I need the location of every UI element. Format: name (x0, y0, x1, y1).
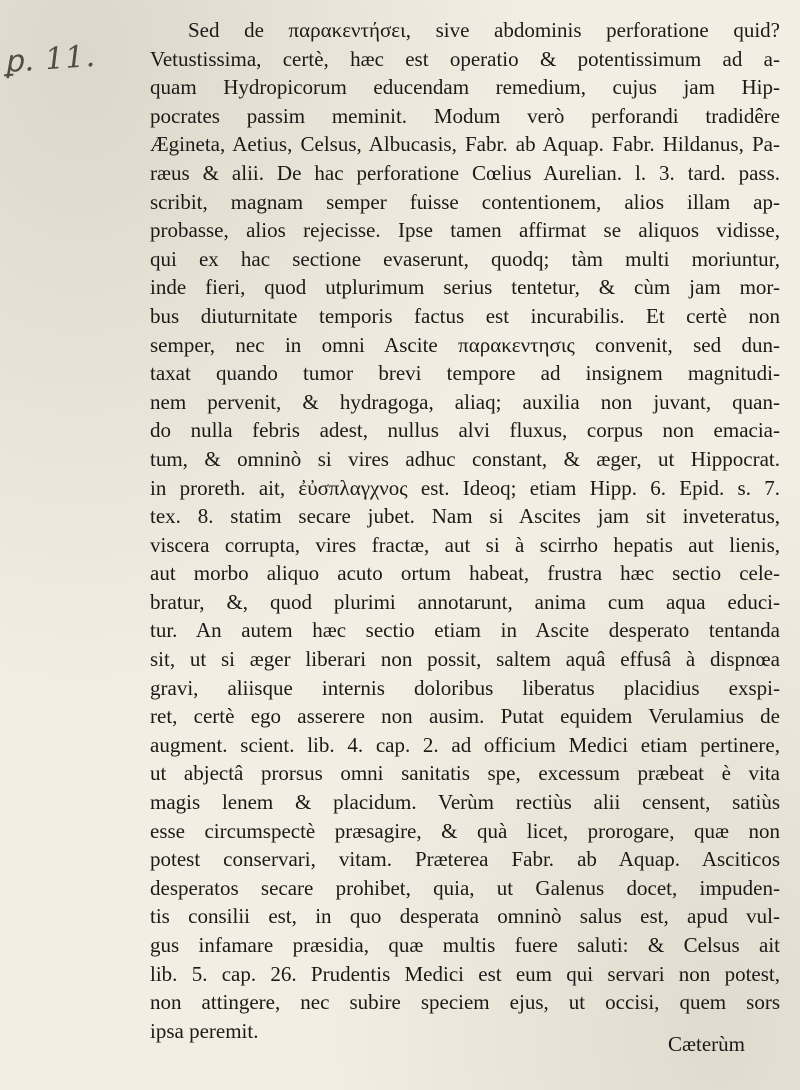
text-line: taxat quando tumor brevi tempore ad insignem magnitudi- (150, 361, 780, 386)
text-line: bratur, &, quod plurimi annotarunt, anima cum aqua educi- (150, 589, 780, 614)
text-line: bus diuturnitate temporis factus est incurabilis. Et certè non (150, 303, 780, 328)
text-line: Sed de παρακεντήσει, sive abdominis perforatione quid? (188, 18, 780, 42)
text-line: lib. 5. cap. 26. Prudentis Medici est eum qui servari non potest, (150, 961, 780, 986)
body-text (150, 16, 780, 1045)
text-line: esse circumspectè præsagire, & quà licet, prorogare, quæ non (150, 818, 780, 843)
text-line: tur. An autem hæc sectio etiam in Ascite desperato tentanda (150, 618, 780, 643)
text-line: non attingere, nec subire speciem ejus, ut occisi, quem sors (150, 990, 780, 1015)
margin-annotation: ꝑ. 11. (2, 38, 97, 81)
text-line: potest conservari, vitam. Præterea Fabr. ab Aquap. Asciticos (150, 847, 780, 872)
text-line: desperatos secare prohibet, quia, ut Galenus docet, impuden- (150, 875, 780, 900)
text-line: qui ex hac sectione evaserunt, quodq; tàm multi moriuntur, (150, 246, 780, 271)
text-line: inde fieri, quod utplurimum serius tentetur, & cùm jam mor- (150, 275, 780, 300)
text-line: tex. 8. statim secare jubet. Nam si Ascites jam sit inveteratus, (150, 504, 780, 529)
text-line: augment. scient. lib. 4. cap. 2. ad officium Medici etiam pertinere, (150, 732, 780, 757)
text-line: tum, & omninò si vires adhuc constant, & æger, ut Hippocrat. (150, 446, 780, 471)
text-line: ret, certè ego asserere non ausim. Putat equidem Verulamius de (150, 704, 780, 729)
text-line: Ægineta, Aetius, Celsus, Albucasis, Fabr. ab Aquap. Fabr. Hildanus, Pa- (150, 132, 780, 157)
text-line: nem pervenit, & hydragoga, aliaq; auxilia non juvant, quan- (150, 389, 780, 414)
text-line: gus infamare præsidia, quæ multis fuere saluti: & Celsus ait (150, 933, 780, 957)
text-line: pocrates passim meminit. Modum verò perforandi tradidêre (150, 103, 780, 128)
text-line: viscera corrupta, vires fractæ, aut si à scirrho hepatis aut lienis, (150, 532, 780, 557)
text-line: quam Hydropicorum educendam remedium, cujus jam Hip- (150, 75, 780, 100)
text-line: ut abjectâ prorsus omni sanitatis spe, excessum præbeat è vita (150, 761, 780, 786)
text-line: Vetustissima, certè, hæc est operatio & potentissimum ad a- (150, 46, 780, 71)
text-line: ræus & alii. De hac perforatione Cœlius Aurelian. l. 3. tard. pass. (150, 160, 780, 185)
text-line: ipsa peremit. (150, 1018, 259, 1043)
text-line: sit, ut si æger liberari non possit, saltem aquâ effusâ à dispnœa (150, 647, 780, 672)
text-line: gravi, aliisque internis doloribus liberatus placidius exspi- (150, 675, 780, 700)
text-line: scribit, magnam semper fuisse contentionem, alios illam ap- (150, 189, 780, 214)
text-line: do nulla febris adest, nullus alvi fluxus, corpus non emacia- (150, 418, 780, 443)
catchword: Cæterùm (668, 1032, 745, 1056)
text-line: in proreth. ait, ἐὐσπλαγχνος est. Ideoq; etiam Hipp. 6. Epid. s. 7. (150, 475, 780, 500)
text-line: aut morbo aliquo acuto ortum habeat, frustra hæc sectio cele- (150, 561, 780, 586)
text-line: probasse, alios rejecisse. Ipse tamen affirmat se aliquos vidisse, (150, 218, 780, 243)
text-line: tis consilii est, in quo desperata omninò salus est, apud vul- (150, 904, 780, 929)
text-line: semper, nec in omni Ascite παρακεντησις convenit, sed dun- (150, 332, 780, 357)
text-line: magis lenem & placidum. Verùm rectiùs alii censent, satiùs (150, 790, 780, 815)
